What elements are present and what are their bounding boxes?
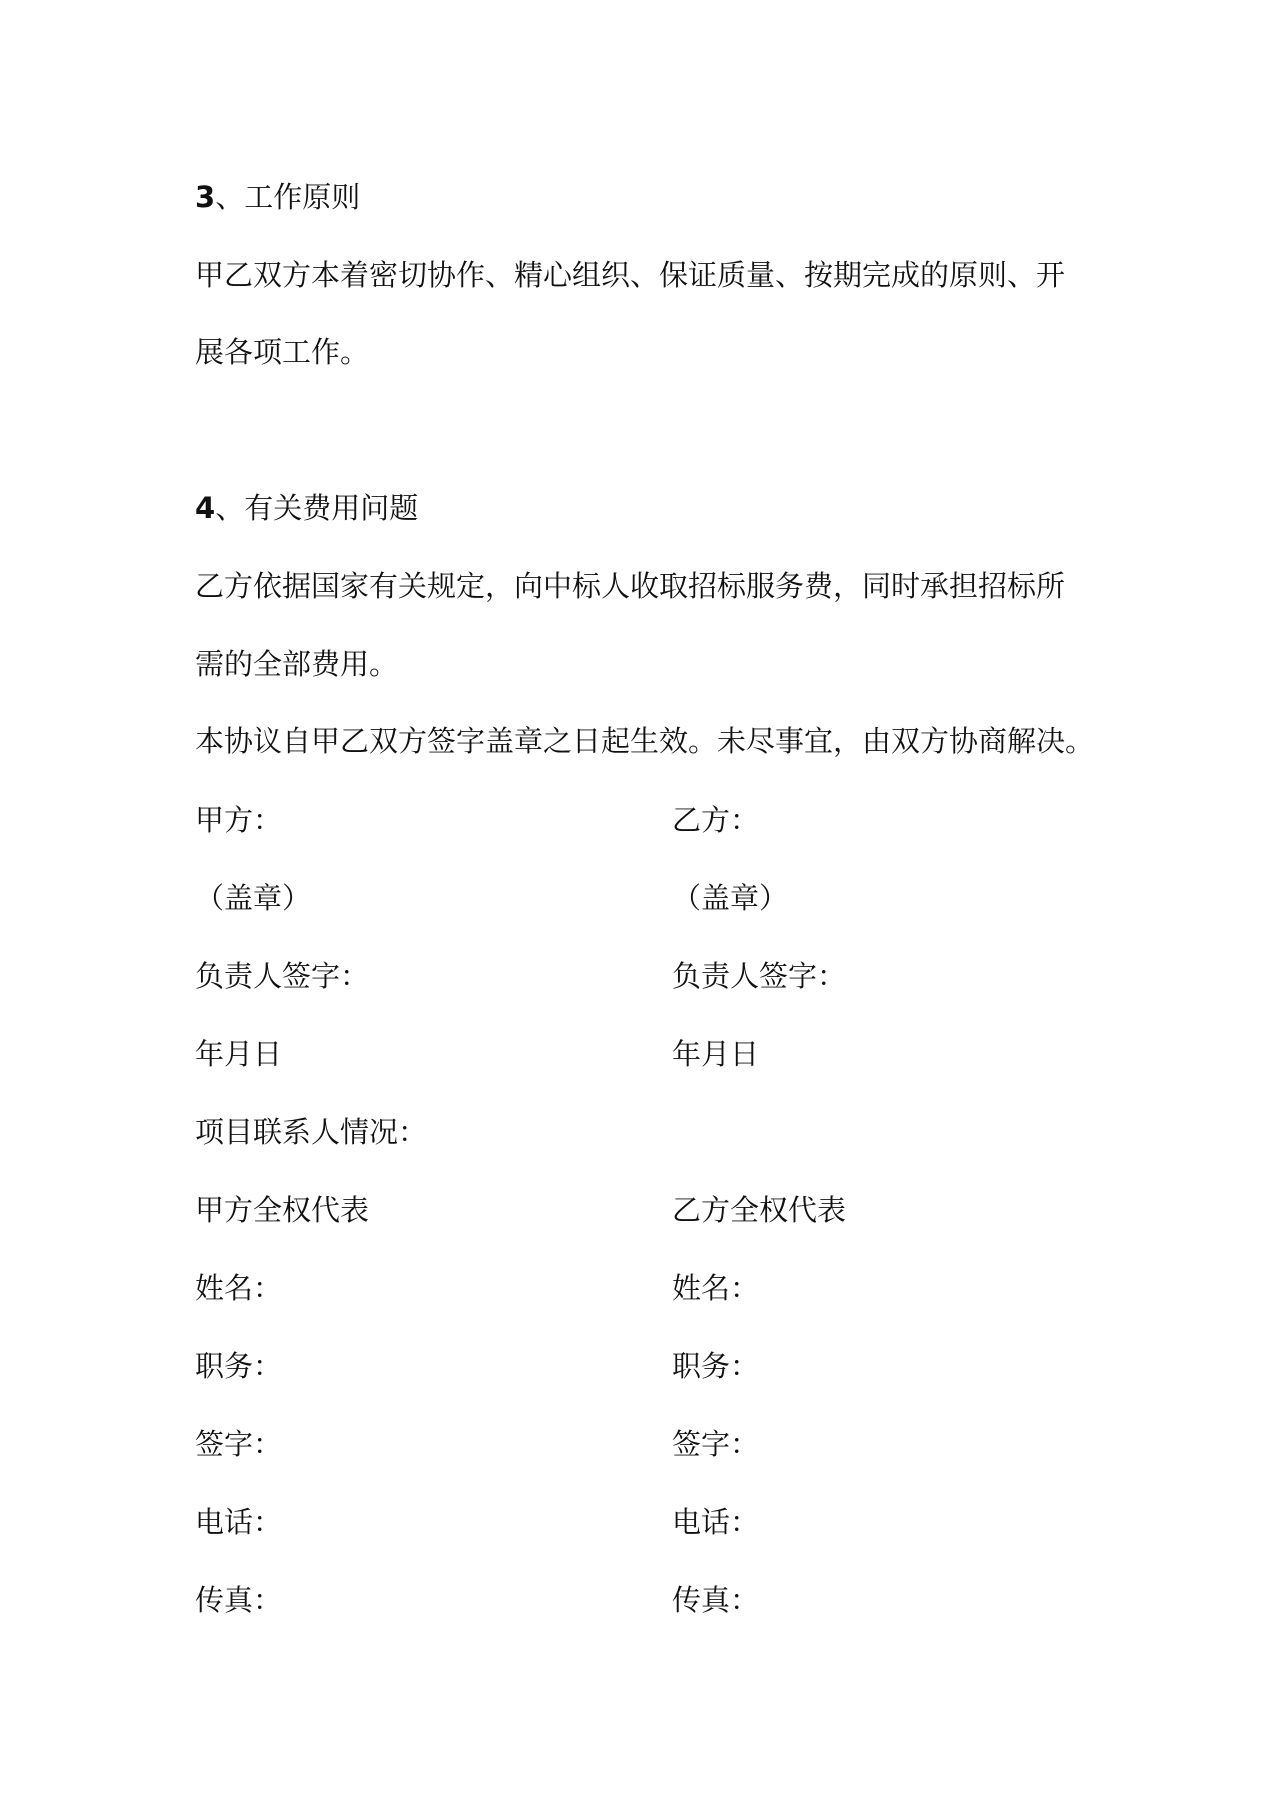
party-b-label: 乙方： bbox=[672, 803, 760, 837]
section-3-number: 3 bbox=[195, 180, 216, 214]
section-3-paragraph-line-2: 展各项工作。 bbox=[195, 335, 370, 369]
section-3-title: 、工作原则 bbox=[215, 180, 361, 214]
section-4-heading bbox=[195, 488, 418, 528]
section-4-paragraph-line-1: 乙方依据国家有关规定，向中标人收取招标服务费，同时承担招标所 bbox=[195, 569, 1066, 603]
party-b-fax: 传真： bbox=[672, 1583, 760, 1617]
party-b-position: 职务： bbox=[672, 1349, 760, 1383]
party-a-phone: 电话： bbox=[195, 1505, 283, 1539]
party-b-name: 姓名： bbox=[672, 1271, 760, 1305]
party-b-signature: 签字： bbox=[672, 1427, 760, 1461]
party-a-name: 姓名： bbox=[195, 1271, 283, 1305]
party-b-phone: 电话： bbox=[672, 1505, 760, 1539]
section-3-heading bbox=[195, 177, 360, 217]
party-a-label: 甲方： bbox=[195, 803, 283, 837]
party-a-position: 职务： bbox=[195, 1349, 283, 1383]
party-a-signature: 签字： bbox=[195, 1427, 283, 1461]
party-a-representative: 甲方全权代表 bbox=[195, 1193, 370, 1227]
party-b-date: 年月日 bbox=[672, 1037, 760, 1071]
section-4-number: 4 bbox=[195, 491, 216, 525]
party-a-seal: （盖章） bbox=[195, 881, 312, 915]
party-b-representative: 乙方全权代表 bbox=[672, 1193, 847, 1227]
section-4-paragraph-line-2: 需的全部费用。 bbox=[195, 647, 399, 681]
party-b-responsible-signature: 负责人签字： bbox=[672, 959, 847, 993]
project-contacts-heading: 项目联系人情况： bbox=[195, 1115, 428, 1149]
party-a-responsible-signature: 负责人签字： bbox=[195, 959, 370, 993]
agreement-effective-clause: 本协议自甲乙双方签字盖章之日起生效。未尽事宜，由双方协商解决。 bbox=[195, 724, 1095, 758]
party-b-seal: （盖章） bbox=[672, 881, 789, 915]
party-a-fax: 传真： bbox=[195, 1583, 283, 1617]
party-a-date: 年月日 bbox=[195, 1037, 283, 1071]
section-3-paragraph-line-1: 甲乙双方本着密切协作、精心组织、保证质量、按期完成的原则、开 bbox=[195, 258, 1066, 292]
section-4-title: 、有关费用问题 bbox=[215, 491, 419, 525]
